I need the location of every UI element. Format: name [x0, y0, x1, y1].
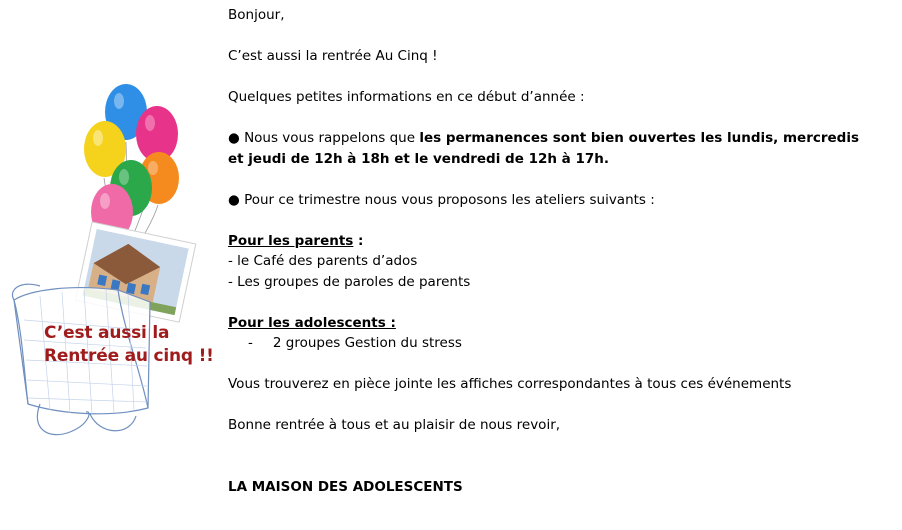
ados-item-stress — [228, 333, 892, 354]
ados-item-dash: - — [248, 335, 253, 351]
balloons — [84, 84, 179, 240]
bullet-permanences — [228, 128, 892, 149]
parents-item-groupes: - Les groupes de paroles de parents — [228, 273, 471, 290]
bullet-ateliers: ● Pour ce trimestre nous vous proposons les ateliers suivants : — [228, 191, 655, 208]
promo-line-1: C’est aussi la — [44, 323, 170, 343]
permanences-hours-line-2: et jeudi de 12h à 18h et le vendredi de 12h à 17h. — [228, 150, 609, 167]
permanences-hours-line-1: les permanences sont bien ouvertes les lundis, mercredis — [419, 130, 859, 146]
parents-item-cafe: - le Café des parents d’ados — [228, 253, 418, 269]
intro-line: C’est aussi la rentrée Au Cinq ! — [228, 48, 438, 64]
promo-text — [44, 322, 224, 368]
parents-heading-line — [228, 231, 892, 252]
info-intro: Quelques petites informations en ce début d’année : — [228, 89, 585, 105]
parents-heading-colon: : — [353, 232, 364, 249]
signature: LA MAISON DES ADOLESCENTS — [228, 478, 463, 495]
attachments-note: Vous trouverez en pièce jointe les affiches correspondantes à tous ces événements — [228, 376, 792, 392]
letter-body — [228, 5, 892, 497]
ados-item-text: 2 groupes Gestion du stress — [272, 335, 462, 351]
greeting: Bonjour, — [228, 7, 285, 23]
balloons-gift-graphic — [0, 0, 228, 530]
promo-line-2: Rentrée au cinq !! — [44, 346, 214, 366]
bullet-permanences-prefix: ● Nous vous rappelons que — [228, 130, 420, 146]
ados-heading: Pour les adolescents : — [228, 314, 396, 331]
balloons-gift-illustration — [0, 0, 228, 530]
closing-line: Bonne rentrée à tous et au plaisir de nous revoir, — [228, 417, 561, 433]
parents-heading: Pour les parents — [228, 232, 354, 249]
